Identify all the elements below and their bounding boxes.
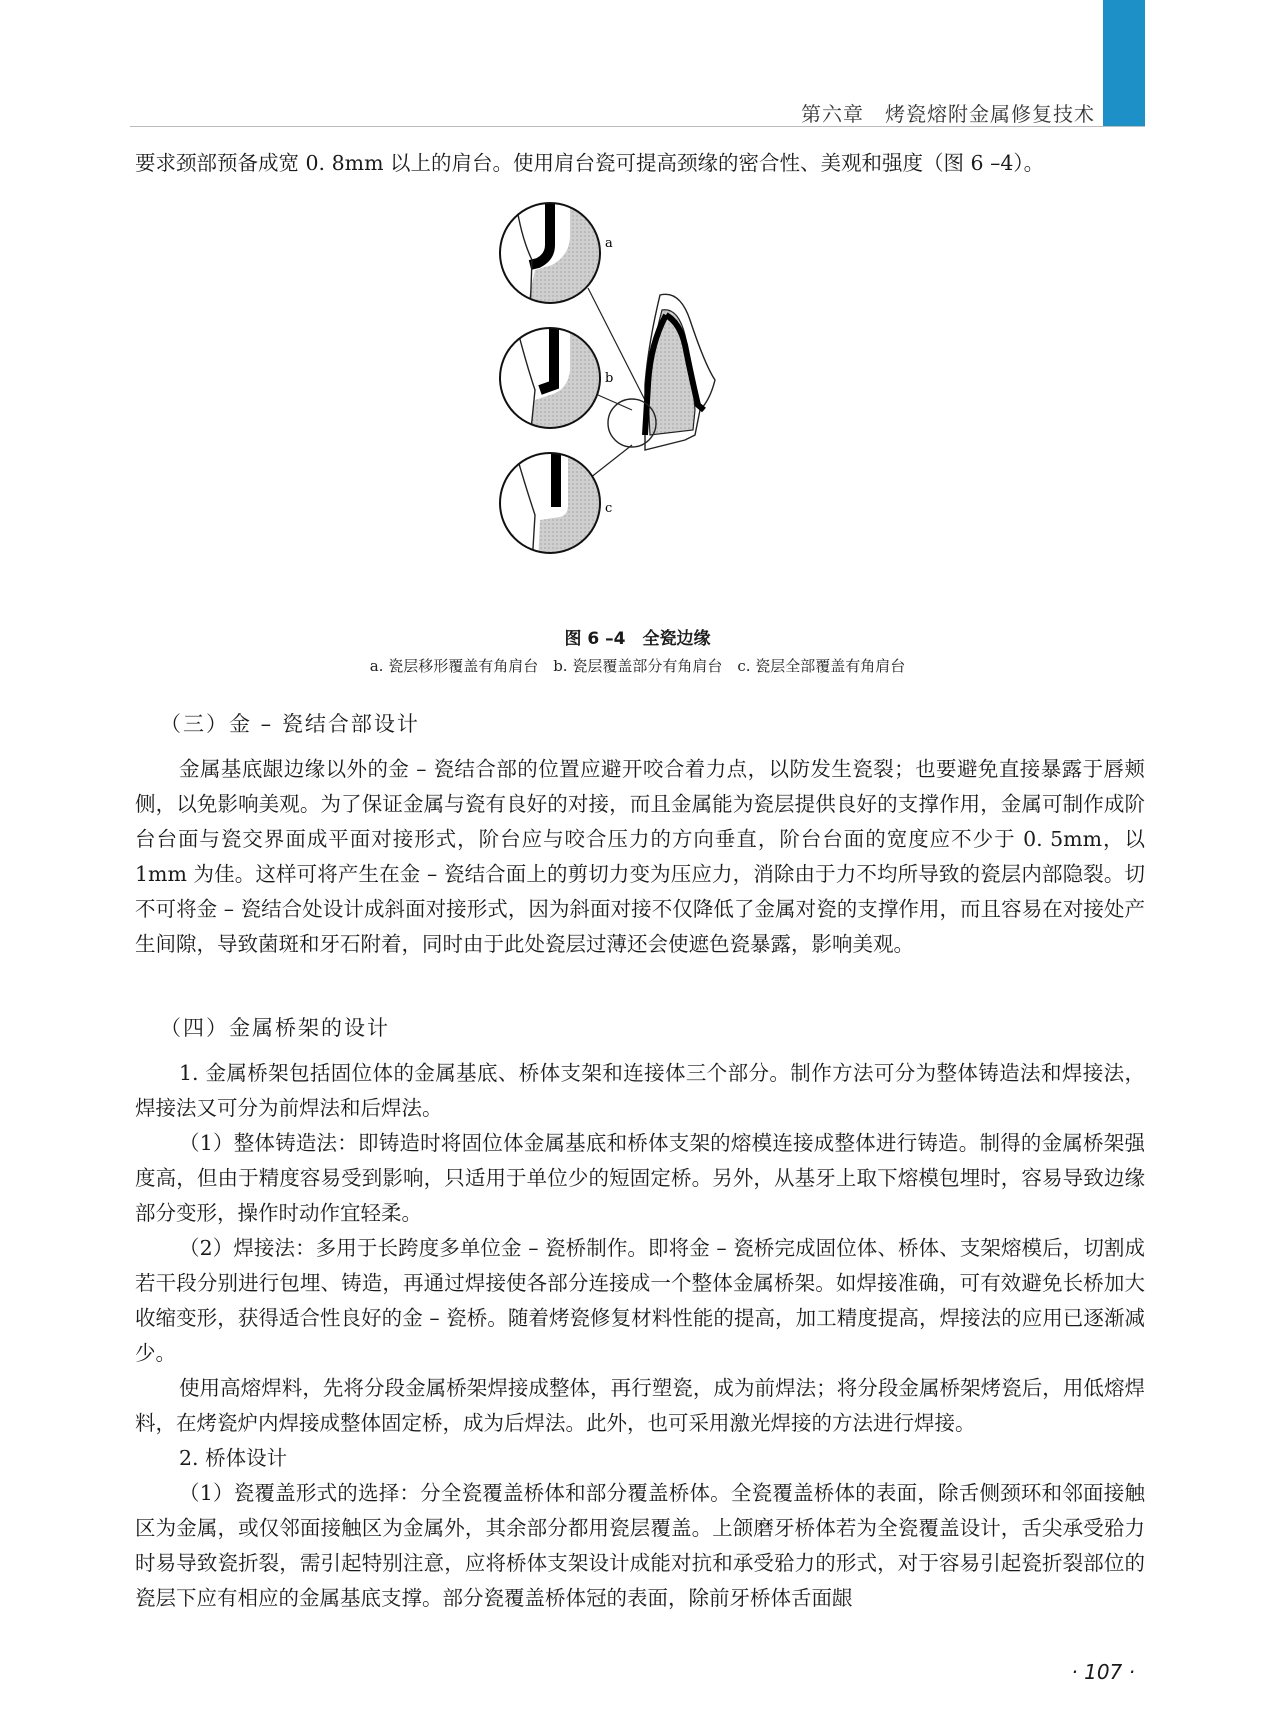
figure-label-a: a <box>605 236 613 251</box>
figure-all-ceramic-margin <box>480 195 810 615</box>
intro-paragraph: 要求颈部预备成宽 0. 8mm 以上的肩台。使用肩台瓷可提高颈缘的密合性、美观和强度（图 6 –4）。 <box>135 151 1045 175</box>
section-heading-3: （三）金 – 瓷结合部设计 <box>160 712 420 736</box>
figure-leader-line-c <box>590 445 632 478</box>
section-4-paragraph-6: （1）瓷覆盖形式的选择：分全瓷覆盖桥体和部分覆盖桥体。全瓷覆盖桥体的表面，除舌侧颈环和邻面接触区为金属，或仅邻面接触区为金属外，其余部分都用瓷层覆盖。上颌磨牙桥体若为全瓷覆盖设计，舌尖承受𬌗力时易导致瓷折裂，需引起特别注意，应将桥体支架设计成能对抗和承受𬌗力的形式，对于容易引起瓷折裂部位的瓷层下应有相应的金属基底支撑。部分瓷覆盖桥体冠的表面，除前牙桥体舌面龈 <box>135 1481 1145 1610</box>
figure-detail-c <box>515 445 613 565</box>
figure-detail-a <box>515 195 610 315</box>
header-rule <box>130 126 1145 127</box>
section-4-paragraph-4: 使用高熔焊料，先将分段金属桥架焊接成整体，再行塑瓷，成为前焊法；将分段金属桥架烤瓷后，用低熔焊料，在烤瓷炉内焊接成整体固定桥，成为后焊法。此外，也可采用激光焊接的方法进行焊接。 <box>135 1376 1145 1435</box>
section-4-paragraph-3: （2）焊接法：多用于长跨度多单位金 – 瓷桥制作。即将金 – 瓷桥完成固位体、桥体、支架熔模后，切割成若干段分别进行包埋、铸造，再通过焊接使各部分连接成一个整体金属桥架。如焊接准确，可有效避免长桥加大收缩变形，获得适合性良好的金 – 瓷桥。随着烤瓷修复材料性能的提高，加工精度提高，焊接法的应用已逐渐减少。 <box>135 1236 1145 1365</box>
section-4-subheading-2: 2. 桥体设计 <box>179 1446 288 1470</box>
figure-caption-subtitle: a. 瓷层移形覆盖有角肩台 b. 瓷层覆盖部分有角肩台 c. 瓷层全部覆盖有角肩台 <box>369 657 906 675</box>
running-header: 第六章 烤瓷熔附金属修复技术 <box>801 102 1095 126</box>
section-4-paragraph-2: （1）整体铸造法：即铸造时将固位体金属基底和桥体支架的熔模连接成整体进行铸造。制得的金属桥架强度高，但由于精度容易受到影响，只适用于单位少的短固定桥。另外，从基牙上取下熔模包埋时，容易导致边缘部分变形，操作时动作宜轻柔。 <box>135 1131 1145 1225</box>
section-heading-4: （四）金属桥架的设计 <box>160 1016 390 1040</box>
figure-leader-line-b <box>598 395 632 410</box>
section-3-paragraph: 金属基底龈边缘以外的金 – 瓷结合部的位置应避开咬合着力点，以防发生瓷裂；也要避免直接暴露于唇颊侧，以免影响美观。为了保证金属与瓷有良好的对接，而且金属能为瓷层提供良好的支撑作用，金属可制作成阶台台面与瓷交界面成平面对接形式，阶台应与咬合压力的方向垂直，阶台台面的宽度应不少于 0. 5mm，以 1mm 为佳。这样可将产生在金 – 瓷结合面上的剪切力变为压应力，消除由于力不均所导致的瓷层内部隐裂。切不可将金 – 瓷结合处设计成斜面对接形式，因为斜面对接不仅降低了金属对瓷的支撑作用，而且容易在对接处产生间隙，导致菌斑和牙石附着，同时由于此处瓷层过薄还会使遮色瓷暴露，影响美观。 <box>135 757 1145 956</box>
figure-label-b: b <box>605 371 614 386</box>
section-4-paragraph-1: 1. 金属桥架包括固位体的金属基底、桥体支架和连接体三个部分。制作方法可分为整体铸造法和焊接法，焊接法又可分为前焊法和后焊法。 <box>135 1061 1145 1120</box>
figure-label-c: c <box>605 501 613 516</box>
figure-caption-title: 图 6 –4 全瓷边缘 <box>564 629 711 649</box>
figure-detail-b <box>515 315 610 440</box>
page-number: · 107 · <box>1071 1660 1135 1684</box>
chapter-tab-marker <box>1103 0 1145 126</box>
